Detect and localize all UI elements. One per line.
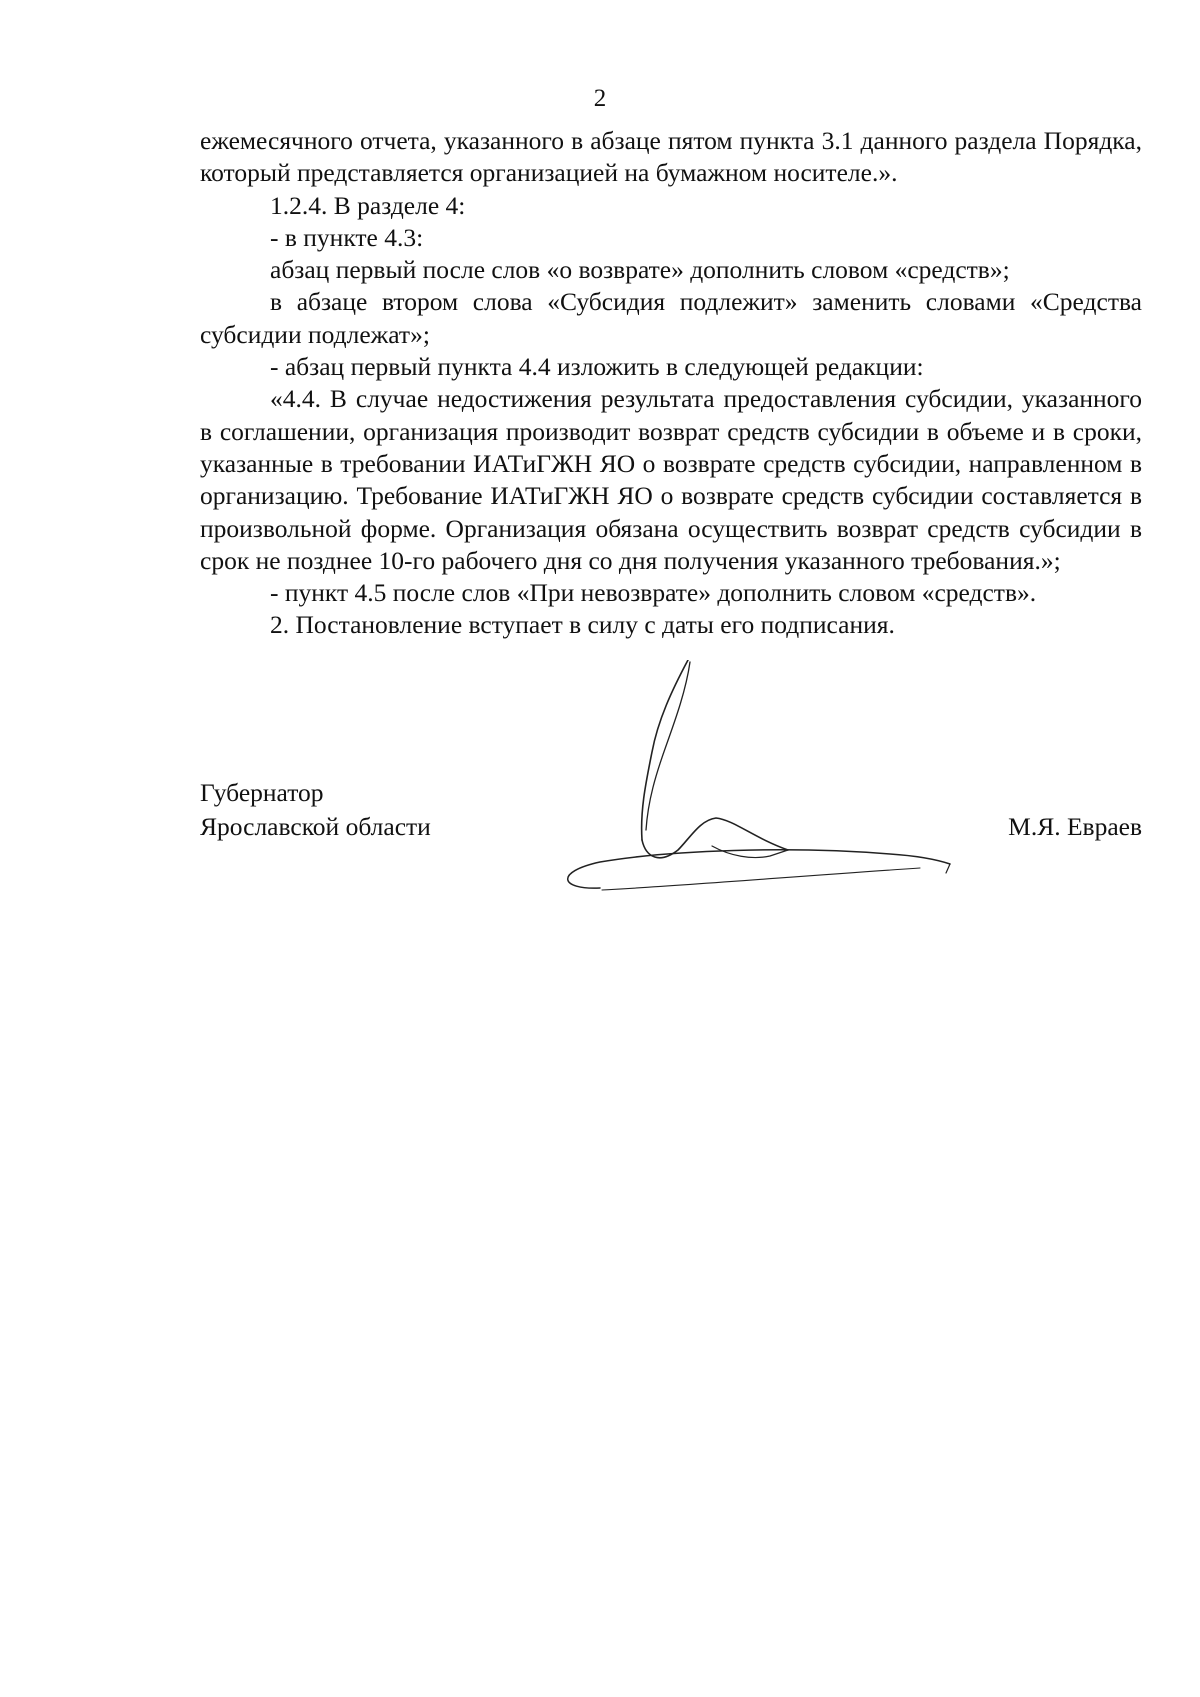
paragraph-item-4-3: - в пункте 4.3: [270,222,424,252]
page-number: 2 [593,85,607,112]
paragraph-continuation: ежемесячного отчета, указанного в абзаце пятом пункта 3.1 данного раздела Порядка, который представляется организацией на бумажном носителе.». [200,126,1142,188]
handwritten-signature [540,660,1000,910]
signatory-name: М.Я. Евраев [1008,812,1142,841]
paragraph-effective-date: 2. Постановление вступает в силу с даты его подписания. [270,610,895,640]
paragraph-first-abzats: абзац первый после слов «о возврате» дополнить словом «средств»; [270,255,1010,285]
document-body [200,125,1142,642]
paragraph-item-4-5: - пункт 4.5 после слов «При невозврате» дополнить словом «средств». [270,578,1037,608]
paragraph-second-abzats: в абзаце втором слова «Субсидия подлежит» заменить словами «Средства субсидии подлежат»; [200,287,1142,349]
paragraph-item-4-4-text: «4.4. В случае недостижения результата предоставления субсидии, указанного в соглашении, организация производит возврат средств субсидии в объеме и в сроки, указанные в требовании ИАТиГЖН ЯО о возврате средств субсидии, направленном в организацию. Требование ИАТиГЖН ЯО о возврате средств субсидии составляется в произвольной форме. Организация обязана осуществить возврат средств субсидии в срок не позднее 10-го рабочего дня со дня получения указанного требования.»; [200,384,1142,575]
signatory-position-line1: Губернатор [200,778,324,807]
signatory-position-line2: Ярославской области [200,812,431,841]
paragraph-item-4-4-intro: - абзац первый пункта 4.4 изложить в следующей редакции: [270,352,924,382]
paragraph-section-1-2-4: 1.2.4. В разделе 4: [270,190,466,220]
